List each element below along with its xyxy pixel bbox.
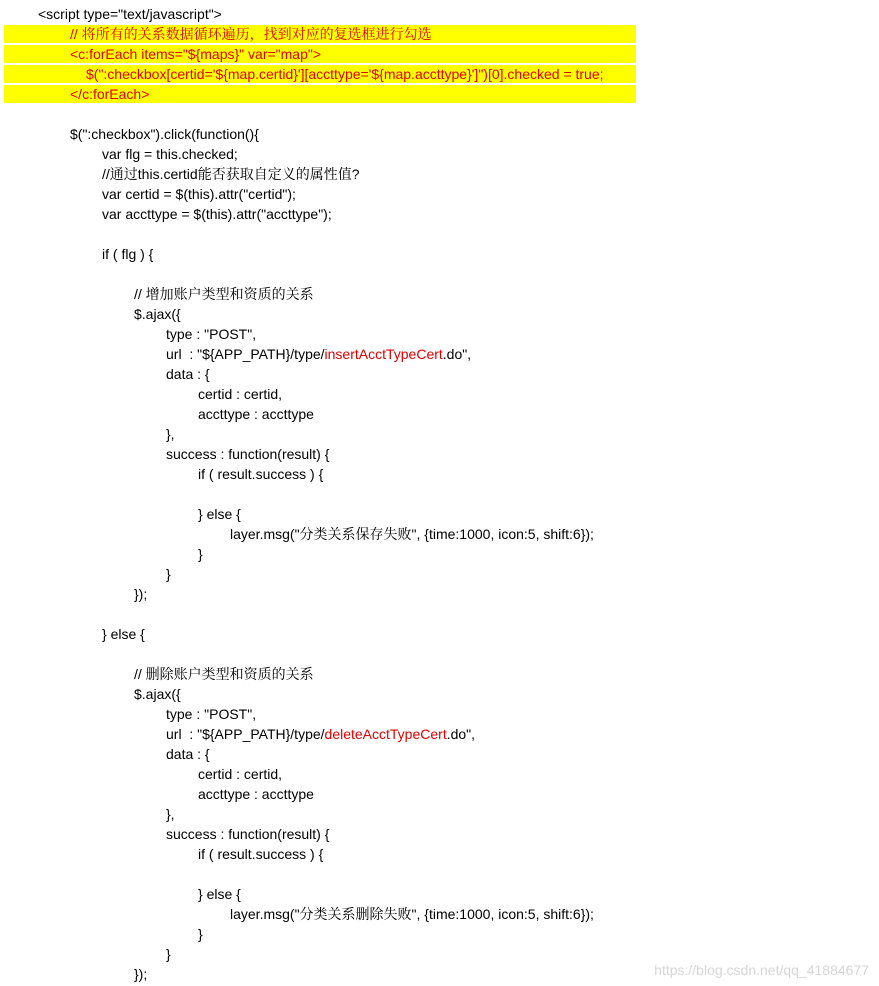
- code-line: [0, 684, 879, 704]
- code-text: [166, 724, 475, 744]
- code-text: <script type="text/javascript">: [38, 6, 222, 22]
- code-text: } else {: [102, 626, 145, 642]
- code-line: [0, 884, 879, 904]
- code-line: [0, 344, 879, 364]
- code-line: [0, 764, 879, 784]
- code-text: $(":checkbox[certid='${map.certid}'][accttype='${map.accttype}']")[0].checked = true;: [86, 66, 604, 82]
- code-text: var certid = $(this).attr("certid");: [102, 186, 296, 202]
- code-text: certid : certid,: [198, 766, 283, 782]
- code-line: [0, 204, 879, 224]
- code-text: type : "POST",: [166, 706, 257, 722]
- code-line: [0, 404, 879, 424]
- code-text: accttype : accttype: [198, 786, 314, 802]
- code-line: [0, 784, 879, 804]
- code-line: [0, 844, 879, 864]
- code-line: [0, 124, 879, 144]
- code-text: if ( result.success ) {: [198, 466, 324, 482]
- code-line: [0, 184, 879, 204]
- code-line: [0, 604, 879, 624]
- code-segment-highlighted: deleteAcctTypeCert: [324, 726, 447, 742]
- code-text: });: [134, 966, 148, 982]
- code-text: [166, 344, 471, 364]
- code-line: [0, 324, 879, 344]
- code-line: [0, 584, 879, 604]
- code-line: [0, 284, 879, 304]
- code-text: }: [166, 566, 171, 582]
- code-line: [0, 64, 879, 84]
- code-text: } else {: [198, 886, 241, 902]
- code-line: [0, 164, 879, 184]
- code-line: [0, 364, 879, 384]
- code-line: [0, 664, 879, 684]
- code-line: [0, 624, 879, 644]
- code-line: [0, 384, 879, 404]
- code-line: [0, 104, 879, 124]
- code-segment: .do",: [446, 726, 476, 742]
- code-text: }: [198, 926, 203, 942]
- code-text: </c:forEach>: [70, 86, 150, 102]
- code-text: });: [134, 586, 148, 602]
- code-text: } else {: [198, 506, 241, 522]
- code-line: [0, 944, 879, 964]
- code-line: [0, 744, 879, 764]
- code-line: [0, 304, 879, 324]
- code-text: type : "POST",: [166, 326, 257, 342]
- code-text: data : {: [166, 366, 210, 382]
- code-line: [0, 84, 879, 104]
- code-text: $.ajax({: [134, 306, 181, 322]
- code-text: // 删除账户类型和资质的关系: [134, 666, 314, 682]
- code-listing: [0, 4, 879, 984]
- code-text: certid : certid,: [198, 386, 283, 402]
- code-line: [0, 484, 879, 504]
- code-line: [0, 4, 879, 24]
- code-line: [0, 24, 879, 44]
- code-text: // 增加账户类型和资质的关系: [134, 286, 314, 302]
- code-line: [0, 224, 879, 244]
- code-text: }: [166, 946, 171, 962]
- code-text: $(":checkbox").click(function(){: [70, 126, 259, 142]
- code-text: accttype : accttype: [198, 406, 314, 422]
- code-segment: url : "${APP_PATH}/type/: [166, 726, 325, 742]
- code-text: $.ajax({: [134, 686, 181, 702]
- code-text: success : function(result) {: [166, 826, 330, 842]
- code-text: data : {: [166, 746, 210, 762]
- code-line: [0, 504, 879, 524]
- code-line: [0, 424, 879, 444]
- code-line: [0, 44, 879, 64]
- code-line: [0, 724, 879, 744]
- code-text: }: [198, 546, 203, 562]
- code-line: [0, 464, 879, 484]
- code-text: <c:forEach items="${maps}" var="map">: [70, 46, 322, 62]
- code-text: layer.msg("分类关系保存失败", {time:1000, icon:5, shift:6});: [230, 526, 594, 542]
- code-line: [0, 864, 879, 884]
- code-line: [0, 544, 879, 564]
- code-line: [0, 644, 879, 664]
- code-line: [0, 264, 879, 284]
- code-line: [0, 444, 879, 464]
- code-text: },: [166, 426, 175, 442]
- code-line: [0, 824, 879, 844]
- code-text: //通过this.certid能否获取自定义的属性值?: [102, 166, 360, 182]
- code-line: [0, 924, 879, 944]
- code-line: [0, 564, 879, 584]
- watermark-text: https://blog.csdn.net/qq_41884677: [654, 962, 869, 978]
- code-line: [0, 904, 879, 924]
- code-text: var accttype = $(this).attr("accttype");: [102, 206, 332, 222]
- code-text: success : function(result) {: [166, 446, 330, 462]
- code-line: [0, 524, 879, 544]
- code-segment-highlighted: insertAcctTypeCert: [324, 346, 443, 362]
- code-text: // 将所有的关系数据循环遍历，找到对应的复选框进行勾选: [70, 26, 432, 42]
- code-segment: url : "${APP_PATH}/type/: [166, 346, 325, 362]
- code-line: [0, 704, 879, 724]
- code-text: var flg = this.checked;: [102, 146, 238, 162]
- code-line: [0, 804, 879, 824]
- code-segment: .do",: [442, 346, 472, 362]
- code-text: },: [166, 806, 175, 822]
- code-line: [0, 144, 879, 164]
- code-line: [0, 244, 879, 264]
- code-text: layer.msg("分类关系删除失败", {time:1000, icon:5, shift:6});: [230, 906, 594, 922]
- code-text: if ( result.success ) {: [198, 846, 324, 862]
- code-text: if ( flg ) {: [102, 246, 154, 262]
